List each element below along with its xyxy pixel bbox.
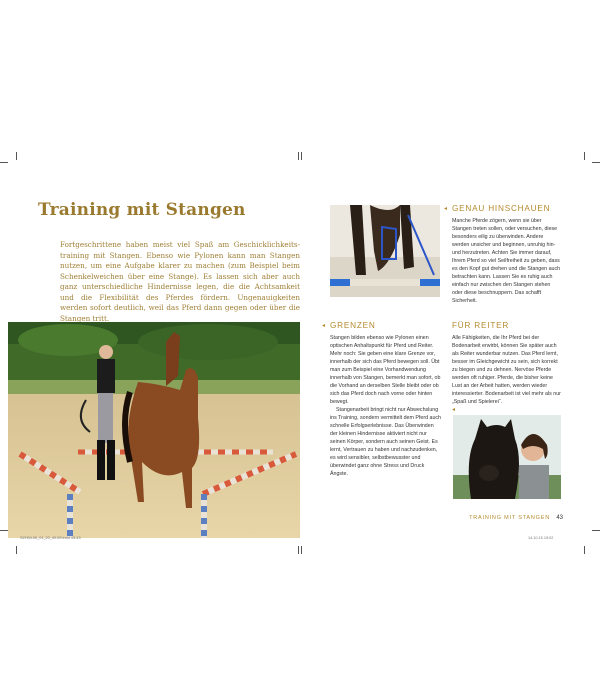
crop-mark xyxy=(0,162,8,163)
section-text-genau xyxy=(452,217,562,305)
section-paragraph: Manche Pferde zögern, wenn sie über Stangen treten sollen, oder versuchen, diese besonders eilig zu überwinden. Andere werden unsicher und beginnen, unruhig hin- und herzutreten. Achten Sie immer darauf, Ihrem Pferd so viel Seilfreiheit zu geben, dass es den Kopf gut drehen und die Stangen auch betrachten kann. Lassen Sie es ruhig auch einfach nur zwischen den Stangen stehen oder diese beschnuppern. Das schafft Sicherheit. xyxy=(452,218,561,304)
section-heading-reiter: FÜR REITER xyxy=(452,321,510,330)
crop-mark xyxy=(592,162,600,163)
section-paragraph: Stangen bilden ebenso wie Pylonen einen optischen Anhaltspunkt für Pferd und Reiter. Mehr noch: Sie geben eine klare Grenze vor, innerhalb der sich das Pferd bewegen soll. Übt man zum Beispiel eine Vorhandwendung innerhalb von Stangen, bemerkt man sofort, ob die Vorhand an derselben Stelle bleibt oder ob sich das Pferd doch nach vorne oder hinten bewegt. xyxy=(330,335,441,405)
crop-mark xyxy=(16,152,17,160)
section-paragraph: Stangenarbeit bringt nicht nur Abwechslung ins Training, sondern vermittelt dem Pferd auch schnelle Erfolgserlebnisse. Das Überwinden der kleinen Hindernisse aktiviert nicht nur seinen Körper, sondern auch seinen Geist. Es lernt, Vertrauen zu haben und nachzudenken, es wird sensibler, selbstbewusster und überwindet ganz ohne Stress und Druck Ängste. xyxy=(330,407,441,477)
intro-text xyxy=(60,240,300,324)
print-slug-left: SZH04.06_01_20_40-59.indd 43-43 xyxy=(20,536,81,540)
section-text-grenzen xyxy=(330,334,442,478)
crop-mark xyxy=(298,546,299,554)
intro-paragraph: Fortgeschrittene haben meist viel Spaß am Geschicklichkeits-training mit Stangen. Ebenso wie Pylonen kann man Stangen nutzen, um eine Aufgabe klarer zu machen (zum Beispiel beim Schenkelweichen über eine Stange). Es lassen sich aber auch ganz unterschiedliche Hindernisse legen, die die Achtsamkeit und die Flexibilität des Pferdes fördern. Ungenauigkeiten werden sofort deutlich, weil das Pferd dann gegen oder über die Stangen tritt. xyxy=(60,240,300,323)
crop-mark xyxy=(584,546,585,554)
section-marker-icon: ◂ xyxy=(452,407,456,413)
section-paragraph: Alle Fähigkeiten, die Ihr Pferd bei der Bodenarbeit erwirbt, können Sie später auch als Reiter wunderbar nutzen. Das Pferd lernt, besser im Gleichgewicht zu sein, sich korrekt zu biegen und zu dehnen. Nervöse Pferde werden oft ruhiger. Pferde, die bisher keine Lust an der Arbeit hatten, werden wieder interessierter. Bodenarbeit ist viel mehr als nur „Spaß und Spielerei“. xyxy=(452,335,561,405)
horse-with-poles-photo xyxy=(8,322,300,538)
running-title: TRAINING MIT STANGEN xyxy=(469,515,550,521)
section-text-reiter xyxy=(452,334,562,406)
section-heading-grenzen: GRENZEN xyxy=(330,321,376,330)
crop-mark xyxy=(298,152,299,160)
crop-mark xyxy=(301,546,302,554)
crop-mark xyxy=(16,546,17,554)
crop-mark xyxy=(584,152,585,160)
page-title: Training mit Stangen xyxy=(38,200,246,220)
crop-mark xyxy=(301,152,302,160)
crop-mark xyxy=(0,530,8,531)
section-marker-icon: ◂ xyxy=(322,323,326,329)
print-slug-right: 14.10.15 15:02 xyxy=(528,536,554,540)
section-heading-genau: GENAU HINSCHAUEN xyxy=(452,204,551,213)
rider-with-horse-photo xyxy=(453,415,561,499)
crop-mark xyxy=(592,530,600,531)
page-number: 43 xyxy=(556,515,563,521)
section-marker-icon: ◂ xyxy=(444,206,448,212)
horse-hooves-photo xyxy=(330,205,440,297)
